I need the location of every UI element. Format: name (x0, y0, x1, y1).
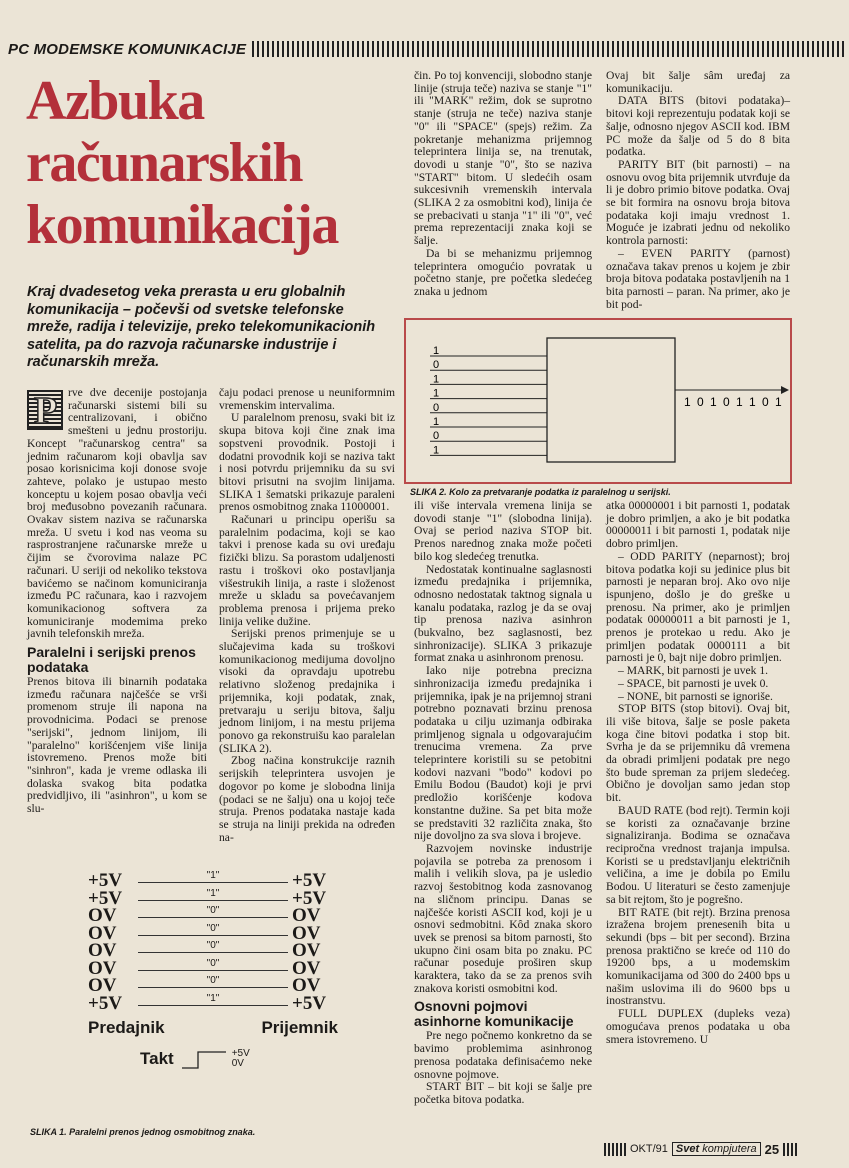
figure-1-rows (88, 872, 338, 1012)
paragraph: – NONE, bit parnosti se ignoriše. (618, 689, 773, 703)
parallel-input-bit: 1 (433, 345, 440, 357)
wire-bit-value: "0" (206, 975, 220, 987)
sender-voltage: +5V (88, 992, 123, 1014)
sender-voltage: +5V (88, 870, 123, 892)
page-number: 25 (764, 1141, 780, 1157)
section-header (8, 38, 846, 60)
sender-voltage: OV (88, 957, 117, 979)
paragraph: rve dve decenije postojanja računarski sistemi bili su centralizovani, i obično smešteni u jednu prostoriju. Koncept "računarskog centra" sa jednim računarom koji obavlja sav posao korisnicima koji donose svoje zahteve, polako je ustupao mesto konceptu u kojem posao obavlja veći broj međusobno povezanih računara. Ovakav sistem naziva se računarska mreža. U svetu i kod nas veoma su rasprostranjene računarske mreže u čijim se čvorovima nalaze PC računari. U seriji od nekoliko tekstova bavićemo se načinom komuniciranja između PC računara, kao i razvojem komunikacionog softvera za komuniciranje modemima preko javnih telefonskih mreža. (27, 386, 207, 641)
parallel-input-bit: 1 (433, 416, 440, 428)
paragraph: U paralelnom prenosu, svaki bit iz skupa bitova koji čine znak ima sopstveni provodnik. Postoji i dodatni provodnik koji se naziva takt i nosi potvrdu prijemniku da su svi bitovi prisutni na svojim linijama. SLIKA 1 šematski prikazuje paraleni prenos osmobitnog znaka 11000001. (219, 411, 395, 514)
figure-1-parallel-transfer (88, 872, 338, 1070)
column-2 (219, 387, 395, 844)
paragraph: Da bi se mehanizmu prijemnog teleprintera omogućio povratak u početno stanje, pre početka sledećeg znaka u jednom (414, 246, 592, 298)
paragraph: Nedostatak kontinualne saglasnosti između predajnika i prijemnika, odnosno nedostatak taktnog signala u kanalu podataka, razlog je da se ovaj tip prenosa naziva asinhron (bukvalno, bez saglasnosti, bez sinhronizacije). SLIKA 3 prikazuje format znaka u asinhronom prenosu. (414, 562, 592, 665)
wire-bit-value: "0" (206, 922, 220, 934)
data-wire (138, 957, 288, 977)
data-wire (138, 872, 288, 889)
paragraph: ili više intervala vremena linija se dovodi stanje "1" (slobodna linija). Ovaj se period naziva STOP bit. Prenos narednog znaka može početi bilo kog sledećeg trenutka. (414, 499, 592, 563)
clock-signal (140, 1048, 338, 1070)
wire-bit-value: "0" (206, 905, 220, 917)
receiver-voltage: OV (292, 957, 321, 979)
paragraph: – ODD PARITY (neparnost); broj bitova podatka koji su jedinice plus bit parnosti je neparan broj. Ako ovo nije ispunjeno, došlo je do greške u prenosu. Na primer, ako je primljen podatak 00000011 a bit parnosti je 1, prenos je protekao u redu. Ako je primljen podatak 0000111 a bit parnosti je 0, bajt nije dobro primljen. (606, 549, 790, 665)
paragraph: Ovaj bit šalje sâm uređaj za komunikaciju. (606, 69, 790, 95)
parallel-input-bit: 0 (433, 359, 440, 372)
sender-label: Predajnik (88, 1018, 165, 1037)
wire-bit-value: "0" (206, 940, 220, 952)
receiver-voltage: OV (292, 922, 321, 944)
paragraph: PARITY BIT (bit parnosti) – na osnovu ovog bita prijemnik utvrđuje da li je dobro primio bitove podatka. Ovaj se bit formira na osnovu broja bitova podataka koji imaju vrednost 1. Moguće je izabrati jednu od nekoliko kontrola parnosti: (606, 157, 790, 248)
paragraph: STOP BITS (stop bitovi). Ovaj bit, ili više bitova, šalje se posle paketa koga čine bitovi podatka i stop bit. Svrha je da se prijemniku dâ vremena da obradi primljeni podatak pre nego što bude spreman za prijem sledećeg. Obično je dovoljan samo jedan stop bit. (606, 702, 790, 805)
converter-block (547, 338, 675, 462)
paragraph: Zbog načina konstrukcije raznih serijskih teleprintera usvojen je dogovor po kome je slobodna linija (podaci se ne šalju) ona u kojoj teče struja. Prenos podataka nastaje kada se struja na liniji prekida na određen na- (219, 754, 395, 844)
serial-output-bits: 1 0 1 0 1 1 0 1 (684, 395, 784, 409)
paragraph: – SPACE, bit parnosti je uvek 0. (618, 676, 769, 690)
wire-bit-value: "1" (206, 992, 220, 1004)
article-lead: Kraj dvadesetog veka prerasta u eru globalnih komunikacija – počevši od svetske telefonske mreže, radija i televizije, preko telekomunikacionih satelita, pa do razvoja računarske industrije i računarskih mreža. (27, 284, 376, 370)
column-4-bottom (606, 500, 790, 1046)
data-wire (138, 922, 288, 942)
headline-line-1: Azbuka (26, 70, 204, 132)
paragraph: BIT RATE (bit rejt). Brzina prenosa izražena brojem prenesenih bita u sekundi (bps – bit per second). Brzina prenosa praktično se kreće od 110 do 19200 bps, a u modemskim komunikacijama od 300 do 2400 bps u našim uslovima ili do 9600 bps u inostranstvu. (606, 905, 790, 1008)
sender-voltage: +5V (88, 887, 123, 909)
paragraph: FULL DUPLEX (dupleks veza) omogućava prenos podataka u oba smera istovremeno. U (606, 1007, 790, 1046)
receiver-voltage: +5V (292, 870, 327, 892)
column-1 (27, 387, 207, 816)
paragraph: Iako nije potrebna precizna sinhronizacija između predajnika i prijemnika, ipak je na prijemnoj strani potrebno poznavati brzinu prenosa podataka u cilju uzimanja odbiraka primljenog signala u odgovarajućim trenucima vremena. Za prve teleprintere koristili su se petobitni kodovi nazvani "bodo" kodovi po Emilu Bodou (Baudot) koji je prvi predložio korišćenje kodova konstantne dužine. Sa pet bita može se predstaviti 32 različita znaka, što nije dovoljno za sva slova i brojeve. (414, 664, 592, 843)
paragraph: START BIT – bit koji se šalje pre početka bitova podatka. (414, 1080, 592, 1106)
dropcap-letter: P (27, 390, 63, 430)
figure-2-caption: SLIKA 2. Kolo za pretvaranje podatka iz paralelnog u serijski. (410, 487, 671, 497)
data-wire (138, 942, 288, 959)
paragraph: – MARK, bit parnosti je uvek 1. (618, 664, 769, 678)
clock-low-level: 0V (231, 1058, 244, 1069)
figure-2-converter-circuit (404, 318, 792, 484)
paragraph: čaju podaci prenose u neuniformnim vremenskim intervalima. (219, 386, 395, 412)
paragraph: čin. Po toj konvenciji, slobodno stanje linije (struja teče) naziva se stanje "1" ili "MARK" režim, dok se suprotno stanje (struja ne teče) naziva stanje "0" ili "SPACE" (spejs) režim. Za pokretanje mehanizma prijemnog teleprintera linija se, na trenutak, dovodi u stanje "0", što se naziva "START" bitom. U sledećih osam sukcesivnih vremenskih intervala (SLIKA 2 za osmobitni kod), linija će se prebacivati u stanja "1" ili "0", već prema reprezentaciji znaka koji se šalje. (414, 69, 592, 248)
paragraph: Računari u principu operišu sa paralelnim podacima, koji se kao takvi i prenose kada su ovi uređaju fizički blizu. Sa porastom udaljenosti rastu i troškovi oko postavljanja višestrukih linija, a raste i složenost mreže u skladu sa povećavanjem problema prenosa i prijema preko linija velike dužine. (219, 513, 395, 628)
data-wire (138, 977, 288, 994)
sender-voltage: OV (88, 975, 117, 997)
parallel-input-bit: 1 (433, 373, 440, 386)
paragraph: DATA BITS (bitovi podataka)– bitovi koji reprezentuju podatak koji se šalje, odnosno njegov ASCII kod. IBM PC može da šalje od 5 do 8 bita podatka. (606, 94, 790, 159)
receiver-voltage: +5V (292, 887, 327, 909)
headline-line-2: računarskih (26, 132, 302, 194)
receiver-label: Prijemnik (261, 1018, 338, 1037)
footer-bars-decoration (604, 1143, 626, 1156)
receiver-voltage: OV (292, 905, 321, 927)
signal-line-row (88, 992, 338, 1014)
clock-high-level: +5V (231, 1048, 250, 1059)
subheading: Paralelni i serijski prenos podataka (27, 644, 196, 676)
magazine-name: Svet kompjutera (672, 1142, 761, 1156)
sender-voltage: OV (88, 940, 117, 962)
article-headline (26, 70, 386, 256)
parallel-input-bit: 1 (433, 444, 440, 457)
clock-levels (232, 1049, 250, 1069)
section-title: PC MODEMSKE KOMUNIKACIJE (8, 40, 247, 58)
column-3-top (414, 70, 592, 299)
parallel-input-bit: 0 (433, 430, 440, 443)
footer-bars-decoration (783, 1143, 799, 1156)
clock-pulse-icon (182, 1048, 230, 1070)
paragraph: Pre nego počnemo konkretno da se bavimo problemima asinhronog prenosa podataka definisaćemo neke osnovne pojmove. (414, 1029, 592, 1081)
data-wire (138, 907, 288, 924)
figure-1-labels (88, 1018, 338, 1038)
column-4-top (606, 70, 790, 311)
page-footer (604, 1140, 844, 1158)
paragraph: Prenos bitova ili binarnih podataka između računara najčešće se vrši promenom struje ili napona na provodnicima. Podaci se prenose "serijski", jednom linijom, ili "paralelno" korišćenjem više linija istovremeno. Prenos može biti "sinhron", kada je vreme odlaska ili dolaska svakog bita podatka predvidljivo, ili "asinhron", u kom se slu- (27, 675, 207, 816)
paragraph: atka 00000001 i bit parnosti 1, podatak je dobro primljen, a ako je bit podatka 00000011 i bit parnosti 1, podatak nije dobro primljen. (606, 499, 790, 551)
clock-label: Takt (140, 1049, 174, 1068)
figure-1-caption: SLIKA 1. Paralelni prenos jednog osmobitnog znaka. (30, 1127, 256, 1137)
wire-bit-value: "0" (206, 957, 220, 969)
paragraph: Serijski prenos primenjuje se u slučajevima kada su troškovi komunikacionog medijuma dovoljno visoki da opravdaju upotrebu relativno složenog predajnika i prijemnika, koji podatak, znak, pretvaraju u seriju bitova, šalju jednom linijom, i na mestu prijema ponovo ga rekonstruišu kao paralelan (SLIKA 2). (219, 627, 395, 755)
output-arrow-icon (781, 386, 789, 394)
receiver-voltage: OV (292, 975, 321, 997)
data-wire (138, 992, 288, 1012)
receiver-voltage: OV (292, 940, 321, 962)
parallel-input-bit: 0 (433, 401, 440, 414)
sender-voltage: OV (88, 922, 117, 944)
paragraph: BAUD RATE (bod rejt). Termin koji se koristi za označavanje brzine signaliziranja. Bodima se označava recipročna vrednost trajanja impulsa. Koristi se u predstavljanju električnih veličina, a ime je dobila po Emilu Bodou. U literaturi se često zamenjuje sa bit rejtom, što je pogrešno. (606, 803, 790, 906)
data-wire (138, 887, 288, 907)
issue-date: OKT/91 (630, 1143, 668, 1155)
receiver-voltage: +5V (292, 992, 327, 1014)
paragraph: Razvojem novinske industrije pojavila se potreba za prenosom i malih i velikih slova, pa je usledio razvoj šestobitnog koda zasnovanog na sličnom principu. Danas se najčešće koristi ASCII kod, koji je u osnovi sedmobitni. Kôd znaka skoro uvek se prenosi sa bitom parnosti, što ukupno čini osam bita po znaku. PC računar poseduje proširen skup karaktera, tako da se za prenos svih znakova koristi osmobitni kod. (414, 841, 592, 995)
subheading: Osnovni pojmovi asinhorne komunikacije (414, 998, 574, 1030)
headline-line-3: komunikacija (26, 194, 338, 256)
header-bars-decoration (252, 41, 846, 57)
sender-voltage: OV (88, 905, 117, 927)
wire-bit-value: "1" (206, 870, 220, 882)
converter-diagram (406, 320, 790, 482)
parallel-input-bit: 1 (433, 387, 440, 400)
column-3-bottom (414, 500, 592, 1107)
paragraph: – EVEN PARITY (parnost) označava takav prenos u kojem je zbir broja bitova podataka postavljenih na 1 bita parnosti – paran. Na primer, ako je bit pod- (606, 246, 790, 311)
wire-bit-value: "1" (206, 887, 220, 899)
